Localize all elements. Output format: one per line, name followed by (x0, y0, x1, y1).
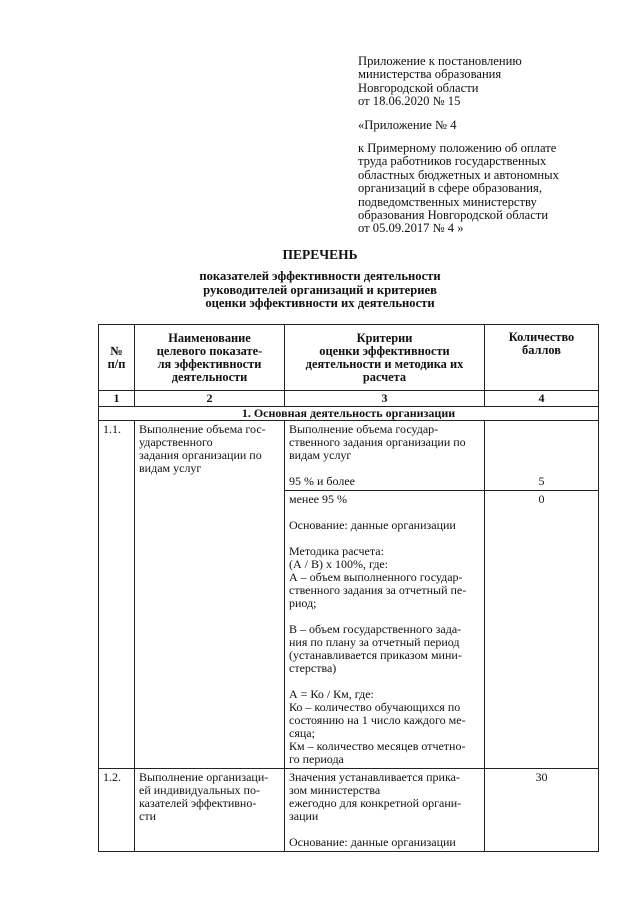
indicator-name: Выполнение объема гос- ударственного задания организации по видам услуг (135, 421, 285, 769)
column-number: 2 (135, 391, 285, 407)
header-criteria: Критерии оценки эффективности деятельности и методика их расчета (285, 325, 485, 391)
header-line: организаций в сфере образования, (358, 181, 542, 196)
document-subtitle (0, 270, 640, 311)
document-title: ПЕРЕЧЕНЬ (282, 247, 358, 262)
document-header (358, 55, 618, 236)
criteria-threshold: 95 % и более (289, 474, 356, 488)
criteria-cell: Значения устанавливается прика- зом министерства ежегодно для конкретной органи- зации Основание: данные организации (285, 769, 485, 852)
header-number: № п/п (99, 325, 135, 391)
header-line: образования Новгородской области (358, 208, 549, 223)
header-line: подведомственных министерству (358, 194, 537, 209)
header-line: к Примерному положению об оплате (358, 141, 557, 156)
section-title: 1. Основная деятельность организации (99, 407, 599, 421)
header-score: Количество баллов (485, 325, 599, 391)
header-line: Новгородской области (358, 80, 479, 95)
column-number: 4 (485, 391, 599, 407)
header-line: от 05.09.2017 № 4 » (358, 221, 464, 236)
header-appendix-number: «Приложение № 4 (358, 117, 457, 132)
criteria-cell: Выполнение объема государ- ственного задания организации по видам услуг 95 % и более (285, 421, 485, 491)
header-regulation-ref (358, 142, 618, 236)
criteria-method: Методика расчета: (А / В) х 100%, где: А – объем выполненного государ- ственного задания за отчетный пе- риод; (289, 544, 467, 610)
criteria-cell (285, 491, 485, 769)
criteria-basis: Основание: данные организации (289, 518, 456, 532)
header-line: труда работников государственных (358, 154, 547, 169)
header-decree-ref (358, 55, 618, 109)
section-row (99, 407, 599, 421)
subtitle-line: оценки эффективности их деятельности (205, 296, 435, 311)
row-number: 1.2. (99, 769, 135, 852)
score-value: 5 (485, 421, 599, 491)
subtitle-line: руководителей организаций и критериев (203, 282, 437, 297)
indicators-table (98, 324, 599, 852)
header-indicator-name: Наименование целевого показате- ля эффективности деятельности (135, 325, 285, 391)
header-line: областных бюджетных и автономных (358, 167, 559, 182)
column-number-row (99, 391, 599, 407)
score-value: 0 (485, 491, 599, 769)
header-line: министерства образования (358, 67, 502, 82)
column-number: 3 (285, 391, 485, 407)
criteria-threshold: менее 95 % (289, 492, 347, 506)
table-row (99, 769, 599, 852)
column-number: 1 (99, 391, 135, 407)
indicator-name: Выполнение организаци- ей индивидуальных по- казателей эффективно- сти (135, 769, 285, 852)
score-value: 30 (485, 769, 599, 852)
criteria-b-definition: В – объем государственного зада- ния по плану за отчетный период (устанавливается приказом мини- стерства) (289, 622, 462, 675)
header-line: Приложение к постановлению (358, 54, 522, 68)
table-row (99, 421, 599, 491)
subtitle-line: показателей эффективности деятельности (199, 269, 441, 283)
table-header-row (99, 325, 599, 391)
header-line: от 18.06.2020 № 15 (358, 94, 461, 109)
criteria-basis: Основание: данные организации (289, 835, 456, 849)
criteria-a-definition: А = Ко / Км, где: Ко – количество обучающихся по состоянию на 1 число каждого ме- сяца; Км – количество месяцев отчетно- го периода (289, 687, 466, 766)
row-number: 1.1. (99, 421, 135, 769)
